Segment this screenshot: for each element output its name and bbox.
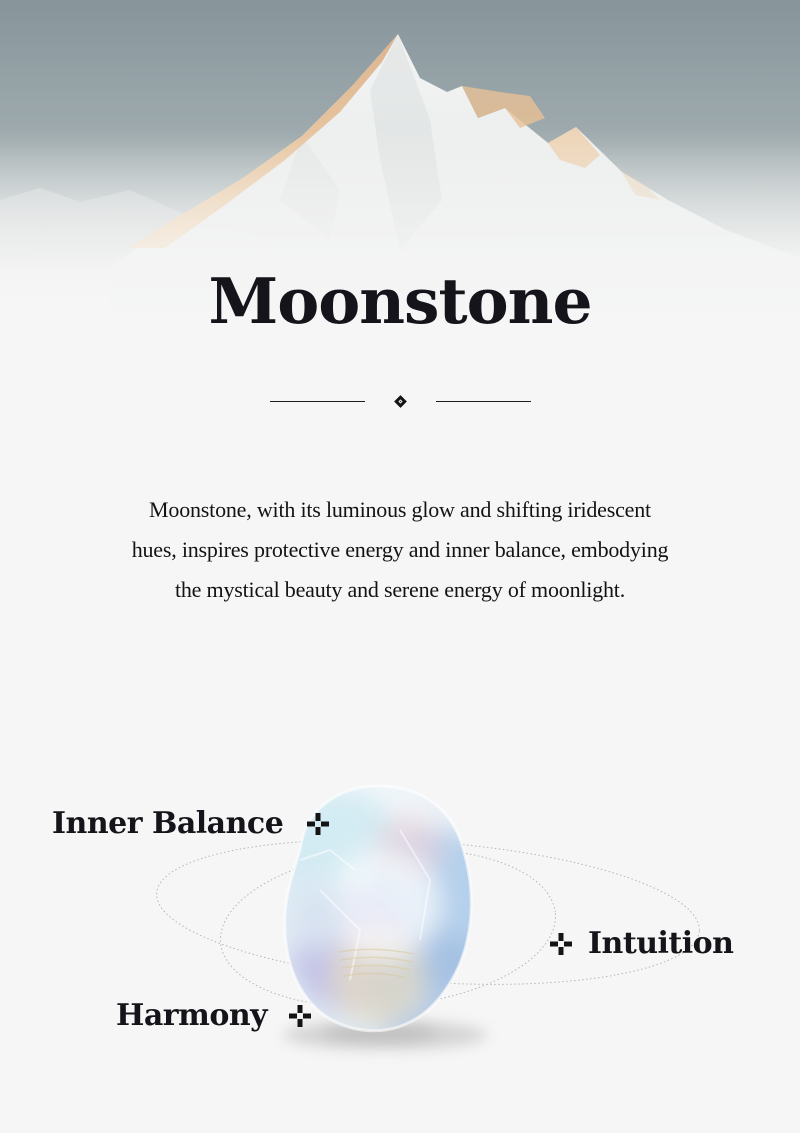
description-text [60, 490, 740, 610]
feature-label: Inner Balance [52, 806, 284, 841]
crosshair-plus-icon [550, 933, 572, 955]
crosshair-plus-icon [307, 813, 329, 835]
divider-line-left [270, 401, 365, 402]
section-divider [0, 394, 800, 408]
feature-harmony [116, 998, 311, 1033]
feature-intuition [550, 926, 734, 961]
feature-inner-balance [52, 806, 329, 841]
feature-label: Harmony [116, 998, 268, 1033]
diamond-icon [394, 395, 407, 408]
feature-label: Intuition [588, 926, 734, 961]
page-title: Moonstone [208, 264, 592, 338]
crosshair-plus-icon [289, 1005, 311, 1027]
divider-line-right [436, 401, 531, 402]
description-line: Moonstone, with its luminous glow and shifting iridescent [149, 497, 651, 522]
mountain-image [0, 0, 800, 440]
description-line: hues, inspires protective energy and inner balance, embodying [131, 537, 669, 562]
description-line: the mystical beauty and serene energy of moonlight. [174, 577, 626, 602]
